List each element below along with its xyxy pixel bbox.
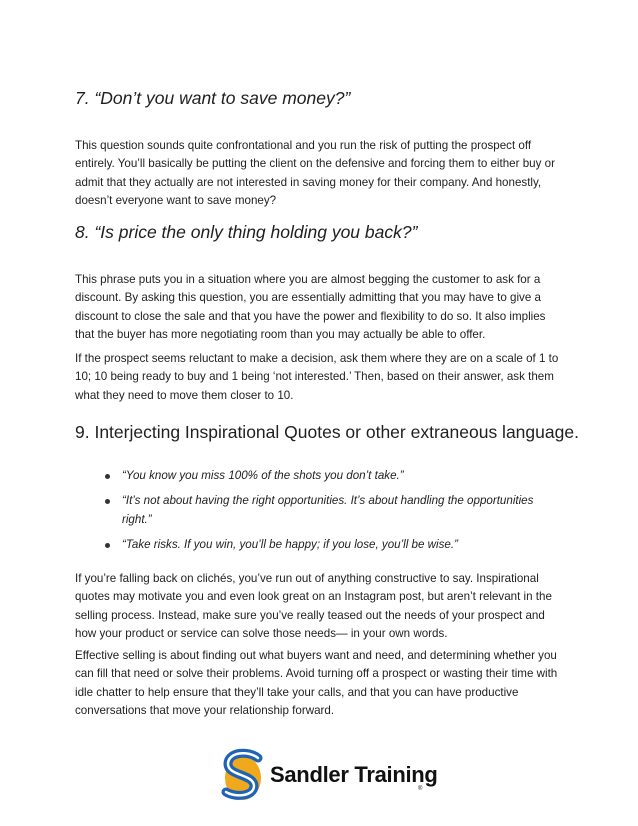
bullet-icon <box>105 474 110 479</box>
quote-list <box>75 467 565 561</box>
logo-text: Sandler Training <box>270 762 438 787</box>
heading-9: 9. Interjecting Inspirational Quotes or other extraneous language. <box>75 422 579 442</box>
paragraph-7-1: This question sounds quite confrontational and you run the risk of putting the prospect off entirely. You’ll basically be putting the client on the defensive and forcing them to either buy or admit that they actually are not interested in saving money for their company. And honestly, doesn’t everyone want to save money? <box>75 139 555 207</box>
paragraph-8-2: If the prospect seems reluctant to make a decision, ask them where they are on a scale of 1 to 10; 10 being ready to buy and 1 being ‘not interested.’ Then, based on their answer, ask them what they need to move them closer to 10. <box>75 352 559 402</box>
registered-mark: ® <box>418 786 423 792</box>
bullet-icon <box>105 499 110 504</box>
heading-8: 8. “Is price the only thing holding you back?” <box>75 222 418 242</box>
list-item: “You know you miss 100% of the shots you don’t take.” <box>75 467 565 485</box>
paragraph-9-2: Effective selling is about finding out what buyers want and need, and determining whether you can fill that need or solve their problems. Avoid turning off a prospect or wasting their time with idle chatter to help ensure that they’ll take your calls, and that you can have productive conversations that move your relationship forward. <box>75 649 558 717</box>
list-item: “Take risks. If you win, you’ll be happy; if you lose, you’ll be wise.” <box>75 536 565 554</box>
sandler-training-logo <box>218 748 438 804</box>
bullet-icon <box>105 543 110 548</box>
paragraph-8-1: This phrase puts you in a situation where you are almost begging the customer to ask for a discount. By asking this question, you are essentially admitting that you may have to give a discount to close the sale and that you have the power and flexibility to do so. It also implies that the buyer has more negotiating room than you may actually be able to offer. <box>75 273 546 341</box>
heading-7: 7. “Don’t you want to save money?” <box>75 88 351 108</box>
paragraph-9-1: If you’re falling back on clichés, you’ve run out of anything constructive to say. Inspirational quotes may motivate you and even look great on an Instagram post, but aren’t relevant in the selling process. Instead, make sure you’ve really teased out the needs of your prospect and how your product or service can solve those needs— in your own words. <box>75 572 552 640</box>
list-item: “It’s not about having the right opportunities. It’s about handling the opportunities right.” <box>75 492 565 529</box>
sandler-s-icon <box>218 748 268 804</box>
